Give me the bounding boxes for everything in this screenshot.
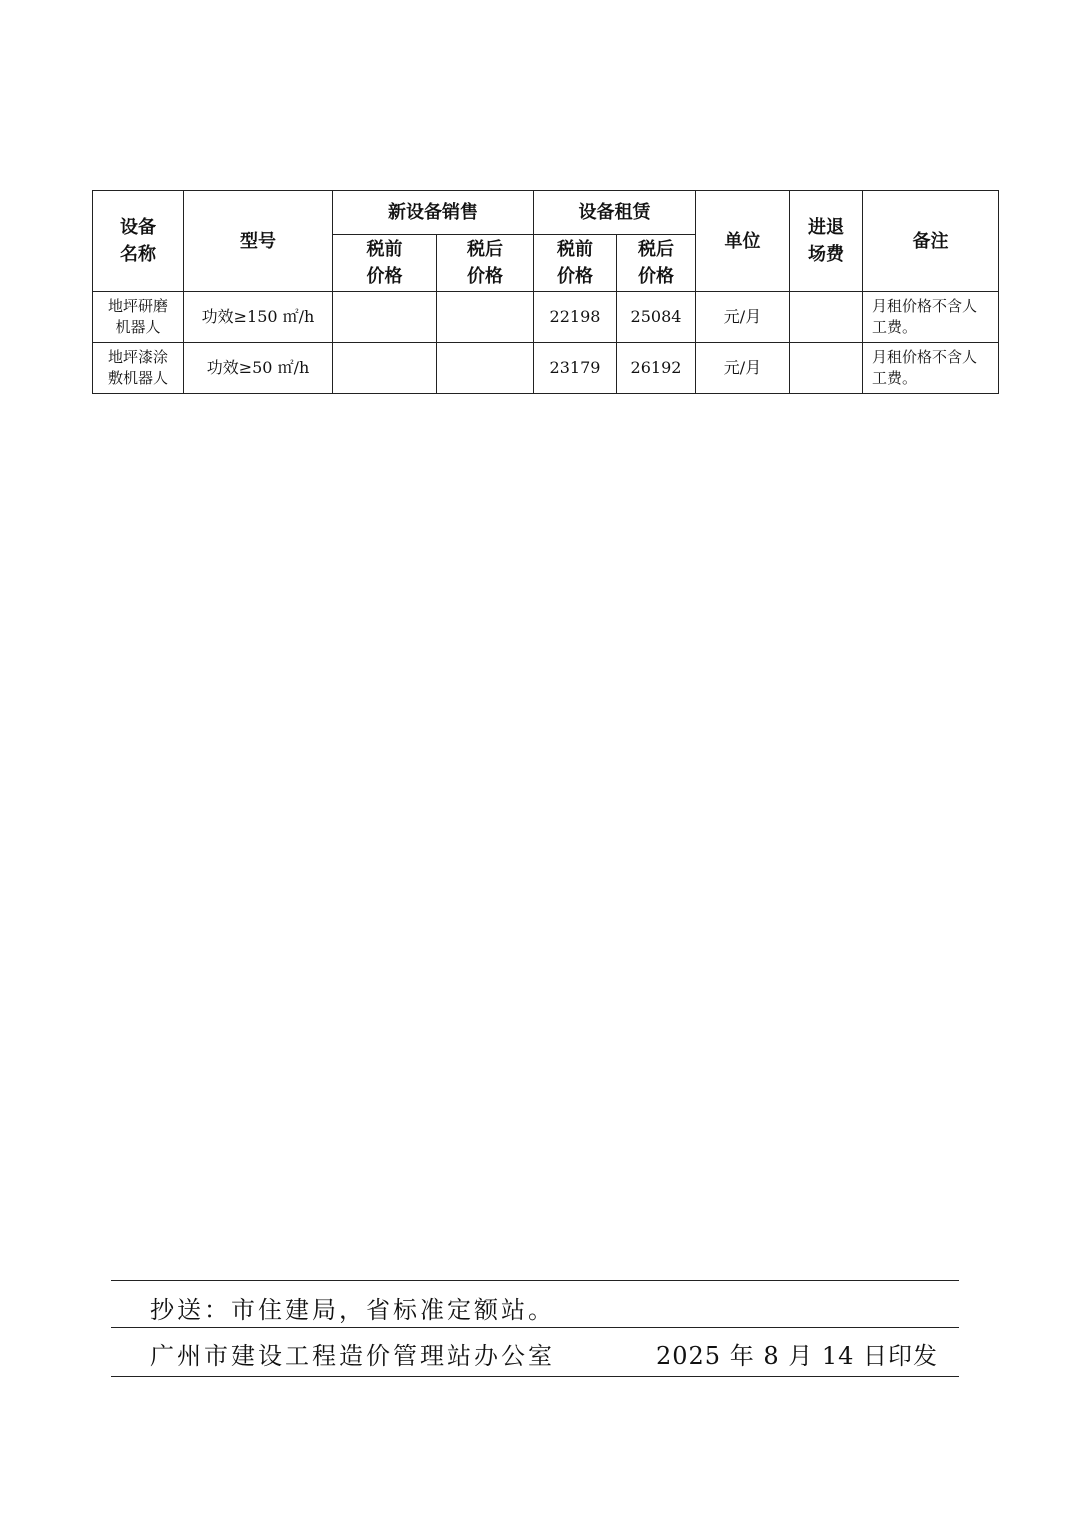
cell-equipment-name: 地坪研磨 机器人 bbox=[93, 292, 184, 343]
header-new-equipment-sale: 新设备销售 bbox=[333, 191, 534, 235]
cell-rent-pre-tax: 23179 bbox=[534, 343, 617, 394]
header-entry-exit-fee: 进退 场费 bbox=[790, 191, 863, 292]
cell-rent-post-tax: 25084 bbox=[617, 292, 696, 343]
cell-sale-post-tax bbox=[437, 292, 534, 343]
cell-rent-post-tax: 26192 bbox=[617, 343, 696, 394]
cell-sale-pre-tax bbox=[333, 292, 437, 343]
header-rent-post-tax: 税后 价格 bbox=[617, 235, 696, 292]
header-unit: 单位 bbox=[696, 191, 790, 292]
header-sale-pre-tax: 税前 价格 bbox=[333, 235, 437, 292]
footer-top-divider bbox=[111, 1280, 959, 1281]
cell-equipment-name: 地坪漆涂 敷机器人 bbox=[93, 343, 184, 394]
cell-model: 功效≥50 ㎡/h bbox=[184, 343, 333, 394]
issue-date: 2025 年 8 月 14 日印发 bbox=[656, 1342, 939, 1370]
footer-middle-divider bbox=[111, 1327, 959, 1328]
equipment-price-table bbox=[92, 190, 999, 394]
header-model: 型号 bbox=[184, 191, 333, 292]
copy-to-line: 抄送：市住建局，省标准定额站。 bbox=[150, 1296, 555, 1324]
cell-entry-exit-fee bbox=[790, 343, 863, 394]
header-rent-pre-tax: 税前 价格 bbox=[534, 235, 617, 292]
header-note: 备注 bbox=[863, 191, 999, 292]
footer-bottom-divider bbox=[111, 1376, 959, 1377]
cell-model: 功效≥150 ㎡/h bbox=[184, 292, 333, 343]
cell-unit: 元/月 bbox=[696, 343, 790, 394]
cell-entry-exit-fee bbox=[790, 292, 863, 343]
issuing-office: 广州市建设工程造价管理站办公室 bbox=[150, 1342, 555, 1370]
cell-note: 月租价格不含人 工费。 bbox=[863, 343, 999, 394]
cell-sale-post-tax bbox=[437, 343, 534, 394]
table-row bbox=[93, 343, 999, 394]
header-sale-post-tax: 税后 价格 bbox=[437, 235, 534, 292]
cell-sale-pre-tax bbox=[333, 343, 437, 394]
header-row-1 bbox=[93, 191, 999, 235]
header-equipment-name: 设备 名称 bbox=[93, 191, 184, 292]
table-row bbox=[93, 292, 999, 343]
cell-rent-pre-tax: 22198 bbox=[534, 292, 617, 343]
cell-note: 月租价格不含人 工费。 bbox=[863, 292, 999, 343]
header-equipment-rental: 设备租赁 bbox=[534, 191, 696, 235]
cell-unit: 元/月 bbox=[696, 292, 790, 343]
